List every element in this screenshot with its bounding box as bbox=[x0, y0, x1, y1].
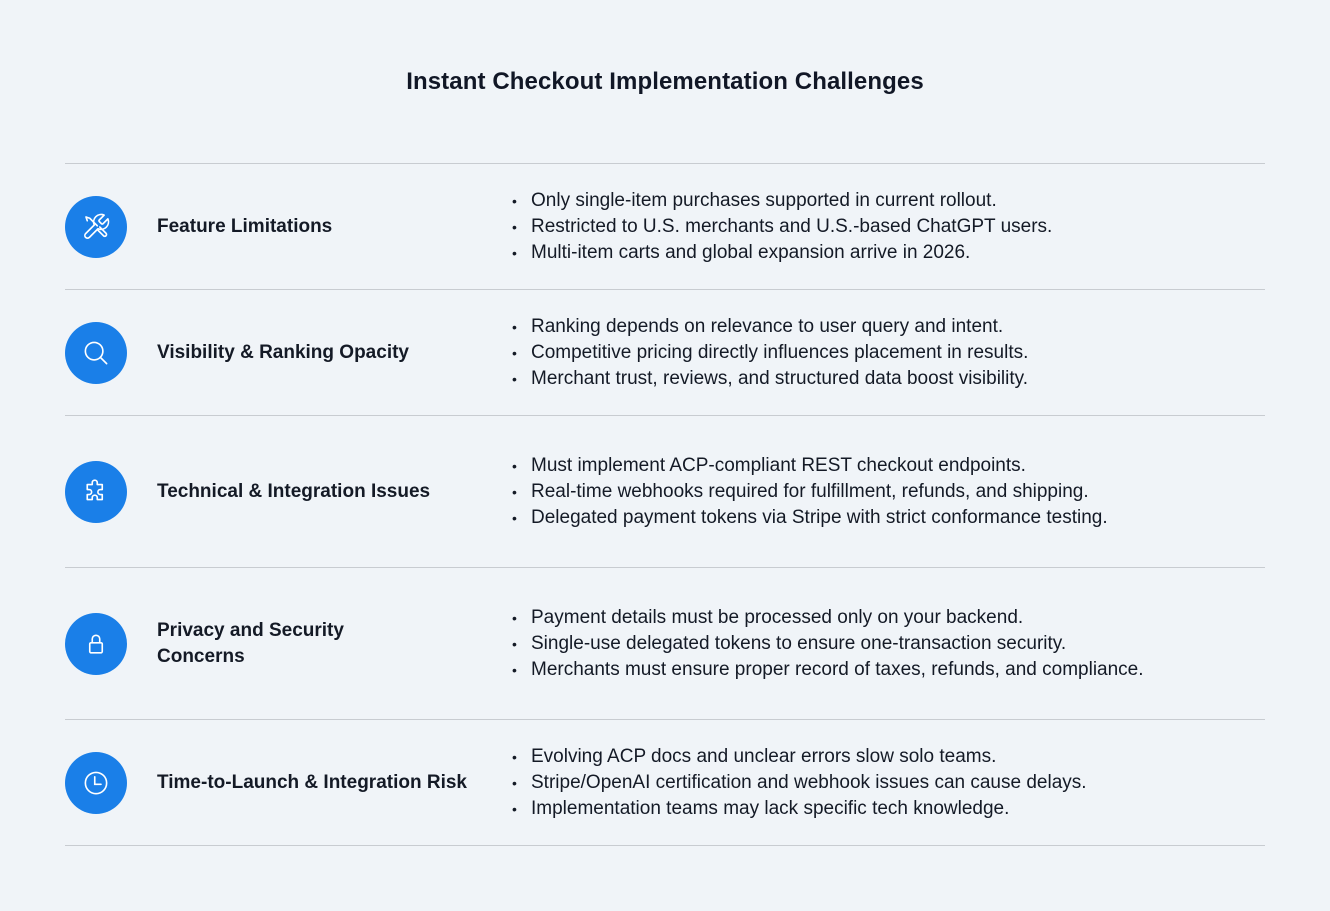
bullet-item: • Stripe/OpenAI certification and webhook issues can cause delays. bbox=[496, 770, 1265, 796]
challenge-label: Technical & Integration Issues bbox=[157, 480, 431, 502]
search-icon bbox=[65, 322, 127, 384]
challenge-label: Visibility & Ranking Opacity bbox=[157, 341, 409, 363]
challenge-bullets bbox=[496, 453, 1265, 531]
bullet-item: • Delegated payment tokens via Stripe with strict conformance testing. bbox=[496, 505, 1171, 531]
clock-icon bbox=[65, 752, 127, 814]
bullet-item: • Real-time webhooks required for fulfillment, refunds, and shipping. bbox=[496, 479, 1265, 505]
challenge-bullets bbox=[496, 744, 1265, 822]
bullet-item: • Payment details must be processed only on your backend. bbox=[496, 605, 1265, 631]
page-title: Instant Checkout Implementation Challenges bbox=[406, 68, 924, 95]
challenge-bullets bbox=[496, 605, 1265, 683]
challenge-label: Privacy and Security Concerns bbox=[157, 619, 344, 667]
lock-icon bbox=[65, 613, 127, 675]
bullet-item: • Single-use delegated tokens to ensure one-transaction security. bbox=[496, 631, 1265, 657]
bullet-item: • Implementation teams may lack specific tech knowledge. bbox=[496, 796, 1265, 822]
bullet-item: • Must implement ACP-compliant REST checkout endpoints. bbox=[496, 453, 1265, 479]
bullet-item: • Merchants must ensure proper record of taxes, refunds, and compliance. bbox=[496, 657, 1161, 683]
challenge-label: Feature Limitations bbox=[157, 215, 333, 237]
challenge-row-feature-limitations bbox=[65, 164, 1265, 290]
bullet-item: • Merchant trust, reviews, and structured data boost visibility. bbox=[496, 366, 1265, 392]
challenge-row-time-to-launch bbox=[65, 720, 1265, 846]
challenge-label: Time-to-Launch & Integration Risk bbox=[157, 771, 468, 793]
challenge-row-privacy-security bbox=[65, 568, 1265, 720]
bullet-item: • Only single-item purchases supported in current rollout. bbox=[496, 188, 1265, 214]
challenge-row-technical-integration bbox=[65, 416, 1265, 568]
bullet-item: • Ranking depends on relevance to user query and intent. bbox=[496, 314, 1265, 340]
bullet-item: • Evolving ACP docs and unclear errors slow solo teams. bbox=[496, 744, 1265, 770]
bullet-item: • Restricted to U.S. merchants and U.S.-based ChatGPT users. bbox=[496, 214, 1265, 240]
challenge-bullets bbox=[496, 314, 1265, 392]
bullet-item: • Competitive pricing directly influences placement in results. bbox=[496, 340, 1265, 366]
challenge-bullets bbox=[496, 188, 1265, 266]
tools-icon bbox=[65, 196, 127, 258]
challenge-row-visibility-ranking bbox=[65, 290, 1265, 416]
puzzle-icon bbox=[65, 461, 127, 523]
bullet-item: • Multi-item carts and global expansion arrive in 2026. bbox=[496, 240, 1265, 266]
challenges-table bbox=[65, 163, 1265, 846]
